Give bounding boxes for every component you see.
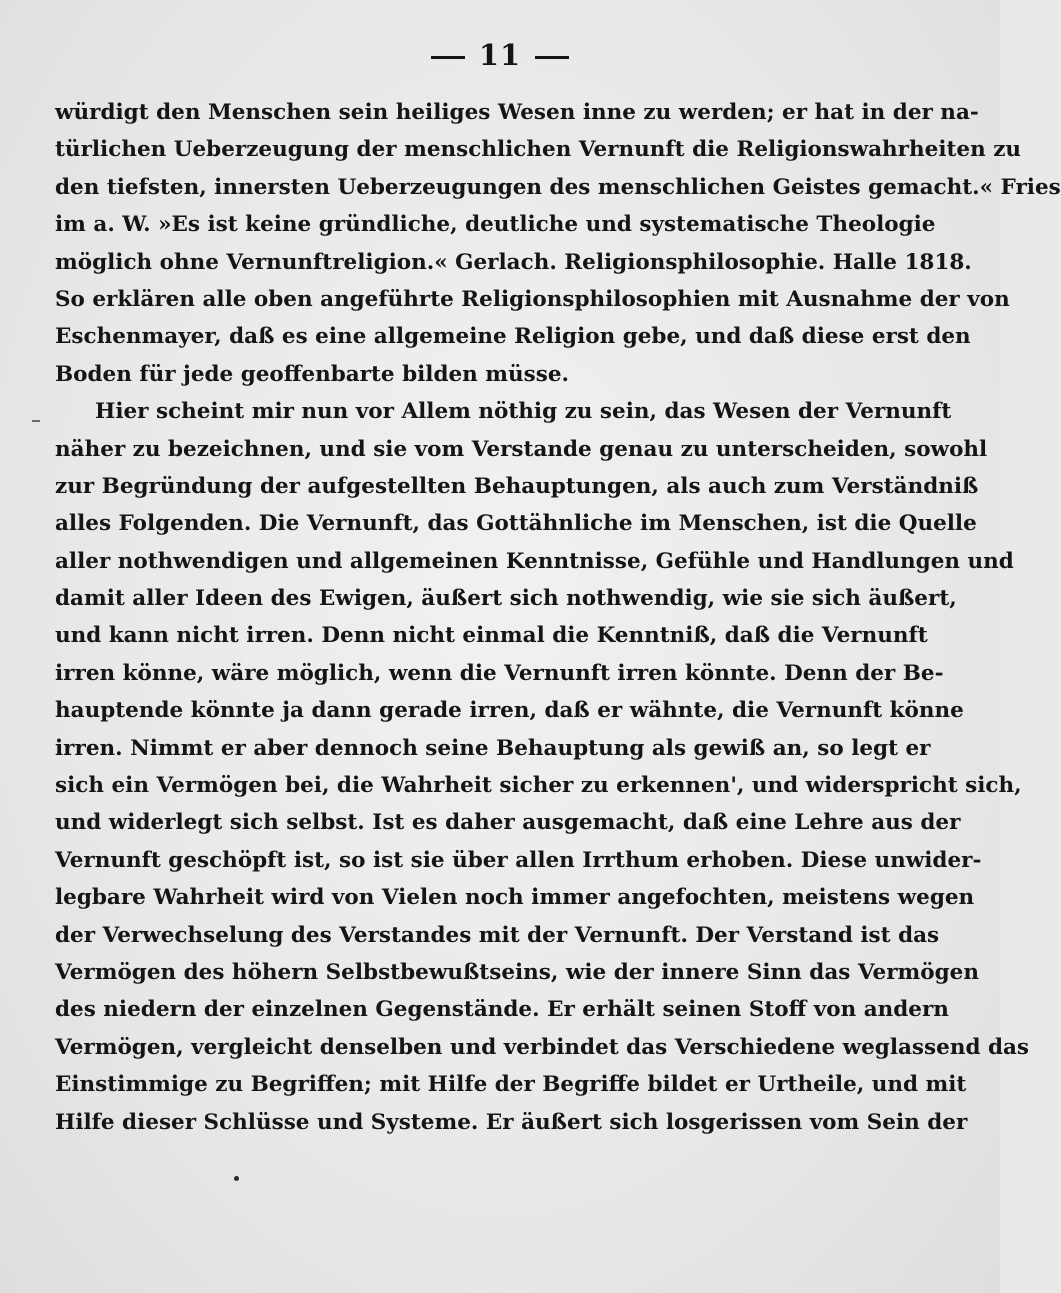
text-line: alles Folgenden. Die Vernunft, das Gottähnliche im Menschen, ist die Quelle: [55, 511, 977, 537]
text-line: Hier scheint mir nun vor Allem nöthig zu sein, das Wesen der Vernunft: [95, 399, 952, 425]
text-line: möglich ohne Vernunftreligion.« Gerlach. Religionsphilosophie. Halle 1818.: [55, 249, 972, 275]
header-dash-left: [431, 56, 465, 59]
text-line: und widerlegt sich selbst. Ist es daher ausgemacht, daß eine Lehre aus der: [55, 810, 961, 836]
page-dot: [234, 1176, 239, 1181]
text-line: würdigt den Menschen sein heiliges Wesen inne zu werden; er hat in der na-: [55, 100, 979, 125]
text-line: näher zu bezeichnen, und sie vom Verstande genau zu unterscheiden, sowohl: [55, 436, 988, 462]
text-line: den tiefsten, innersten Ueberzeugungen des menschlichen Geistes gemacht.« Fries: [55, 174, 1061, 200]
text-line: zur Begründung der aufgestellten Behauptungen, als auch zum Verständniß: [55, 473, 979, 499]
text-line: damit aller Ideen des Ewigen, äußert sich nothwendig, wie sie sich äußert,: [55, 586, 957, 612]
text-line: Boden für jede geoffenbarte bilden müsse.: [55, 361, 570, 387]
page-header: [0, 38, 1000, 72]
text-line: der Verwechselung des Verstandes mit der Vernunft. Der Verstand ist das: [55, 922, 940, 948]
text-line: Hilfe dieser Schlüsse und Systeme. Er äußert sich losgerissen vom Sein der: [55, 1109, 968, 1135]
text-line: legbare Wahrheit wird von Vielen noch immer angefochten, meistens wegen: [55, 885, 975, 911]
text-line: irren. Nimmt er aber dennoch seine Behauptung als gewiß an, so legt er: [55, 735, 931, 761]
text-line: irren könne, wäre möglich, wenn die Vernunft irren könnte. Denn der Be-: [55, 660, 944, 686]
text-line: Vermögen, vergleicht denselben und verbindet das Verschiedene weglassend das: [55, 1034, 1030, 1060]
text-line: hauptende könnte ja dann gerade irren, daß er wähnte, die Vernunft könne: [55, 698, 964, 724]
page-speck: [32, 420, 40, 422]
text-line: Vernunft geschöpft ist, so ist sie über allen Irrthum erhoben. Diese unwider-: [55, 847, 982, 873]
text-line: sich ein Vermögen bei, die Wahrheit sicher zu erkennen', und widerspricht sich,: [55, 773, 1022, 799]
header-dash-right: [535, 56, 569, 59]
page-number: 11: [478, 38, 522, 72]
text-line: Vermögen des höhern Selbstbewußtseins, wie der innere Sinn das Vermögen: [55, 959, 979, 985]
text-line: im a. W. »Es ist keine gründliche, deutliche und systematische Theologie: [55, 212, 936, 238]
text-line: aller nothwendigen und allgemeinen Kenntnisse, Gefühle und Handlungen und: [55, 548, 1014, 574]
body-text: [55, 94, 1061, 1141]
text-line: und kann nicht irren. Denn nicht einmal die Kenntniß, daß die Vernunft: [55, 623, 928, 649]
text-line: Einstimmige zu Begriffen; mit Hilfe der Begriffe bildet er Urtheile, und mit: [55, 1072, 967, 1098]
text-line: Eschenmayer, daß es eine allgemeine Religion gebe, und daß diese erst den: [55, 324, 971, 350]
text-line: türlichen Ueberzeugung der menschlichen Vernunft die Religionswahrheiten zu: [55, 137, 1022, 163]
text-line: So erklären alle oben angeführte Religionsphilosophien mit Ausnahme der von: [55, 286, 1010, 312]
text-line: des niedern der einzelnen Gegenstände. Er erhält seinen Stoff von andern: [55, 997, 949, 1023]
